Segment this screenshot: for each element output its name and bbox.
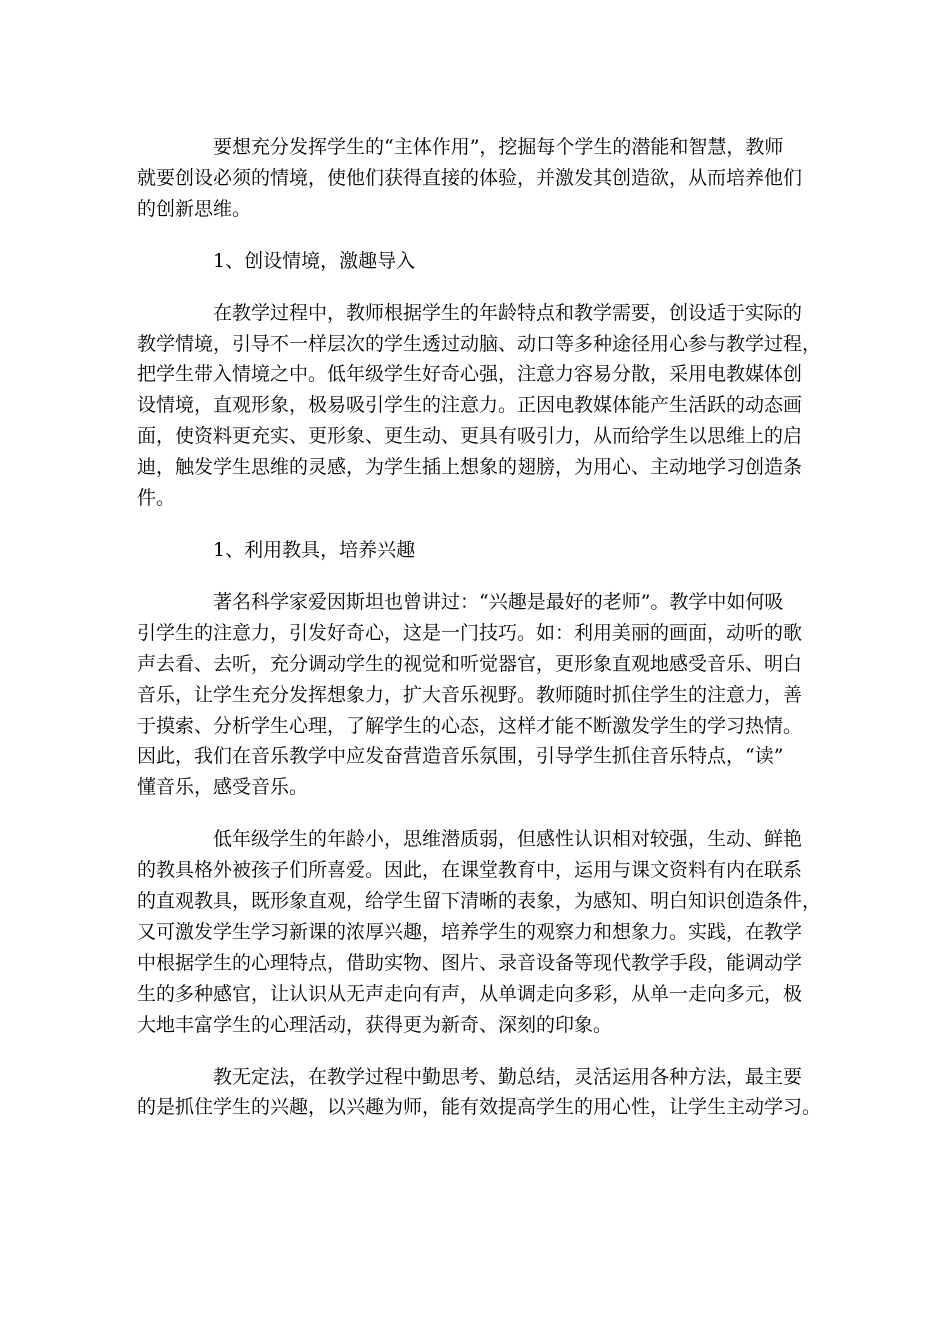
paragraph-situation [137,298,822,514]
section-heading-1: 1、创设情境，激趣导入 [213,249,416,272]
text-line: 低年级学生的年龄小，思维潜质弱，但感性认识相对较强，生动、鲜艳 [213,828,803,851]
text-line: 设情境，直观形象，极易吸引学生的注意力。正因电教媒体能产生活跃的动态画 [137,394,803,417]
text-line: 因此，我们在音乐教学中应发奋营造音乐氛围，引导学生抓住音乐特点，“读” [137,745,784,768]
paragraph-conclusion [137,1062,822,1124]
text-line: 又可激发学生学习新课的浓厚兴趣，培养学生的观察力和想象力。实践，在教学 [137,920,803,943]
document-body [137,132,822,1144]
text-line: 教学情境，引导不一样层次的学生透过动脑、动口等多种途径用心参与教学过程， [137,332,822,355]
text-line: 的创新思维。 [137,197,252,220]
text-line: 要想充分发挥学生的“主体作用”，挖掘每个学生的潜能和智慧，教师 [213,136,784,158]
text-line: 把学生带入情境之中。低年级学生好奇心强，注意力容易分散，采用电教媒体创 [137,363,803,386]
text-line: 声去看、去听，充分调动学生的视觉和听觉器官，更形象直观地感受音乐、明白 [137,652,803,675]
text-line: 生的多种感官，让认识从无声走向有声，从单调走向多彩，从单一走向多元，极 [137,982,803,1005]
text-line: 的教具格外被孩子们所喜爱。因此，在课堂教育中，运用与课文资料有内在联系 [137,859,803,882]
paragraph-intro [137,132,822,225]
text-line: 的直观教具，既形象直观，给学生留下清晰的表象，为感知、明白知识创造条件， [137,890,822,913]
text-line: 件。 [137,487,176,510]
text-line: 引学生的注意力，引发好奇心，这是一门技巧。如：利用美丽的画面，动听的歌 [137,621,803,644]
text-line: 大地丰富学生的心理活动，获得更为新奇、深刻的印象。 [137,1013,613,1036]
text-line: 面，使资料更充实、更形象、更生动、更具有吸引力，从而给学生以思维上的启 [137,425,803,448]
text-line: 在教学过程中，教师根据学生的年龄特点和教学需要，创设适于实际的 [213,301,803,324]
text-line: 著名科学家爱因斯坦也曾讲过：“兴趣是最好的老师”。教学中如何吸 [213,590,784,613]
paragraph-interest [137,587,822,803]
text-line: 中根据学生的心理特点，借助实物、图片、录音设备等现代教学手段，能调动学 [137,951,803,974]
text-line: 教无定法，在教学过程中勤思考、勤总结，灵活运用各种方法，最主要 [213,1065,803,1088]
text-line: 的是抓住学生的兴趣，以兴趣为师，能有效提高学生的用心性，让学生主动学习。 [137,1096,822,1119]
text-line: 于摸索、分析学生心理，了解学生的心态，这样才能不断激发学生的学习热情。 [137,714,803,737]
text-line: 懂音乐，感受音乐。 [137,776,309,799]
text-line: 迪，触发学生思维的灵感，为学生插上想象的翅膀，为用心、主动地学习创造条 [137,456,803,479]
text-line: 就要创设必须的情境，使他们获得直接的体验，并激发其创造欲，从而培养他们 [137,166,803,189]
paragraph-teaching-aids [137,824,822,1040]
section-heading-2: 1、利用教具，培养兴趣 [213,538,416,561]
text-line: 音乐，让学生充分发挥想象力，扩大音乐视野。教师随时抓住学生的注意力，善 [137,683,803,706]
